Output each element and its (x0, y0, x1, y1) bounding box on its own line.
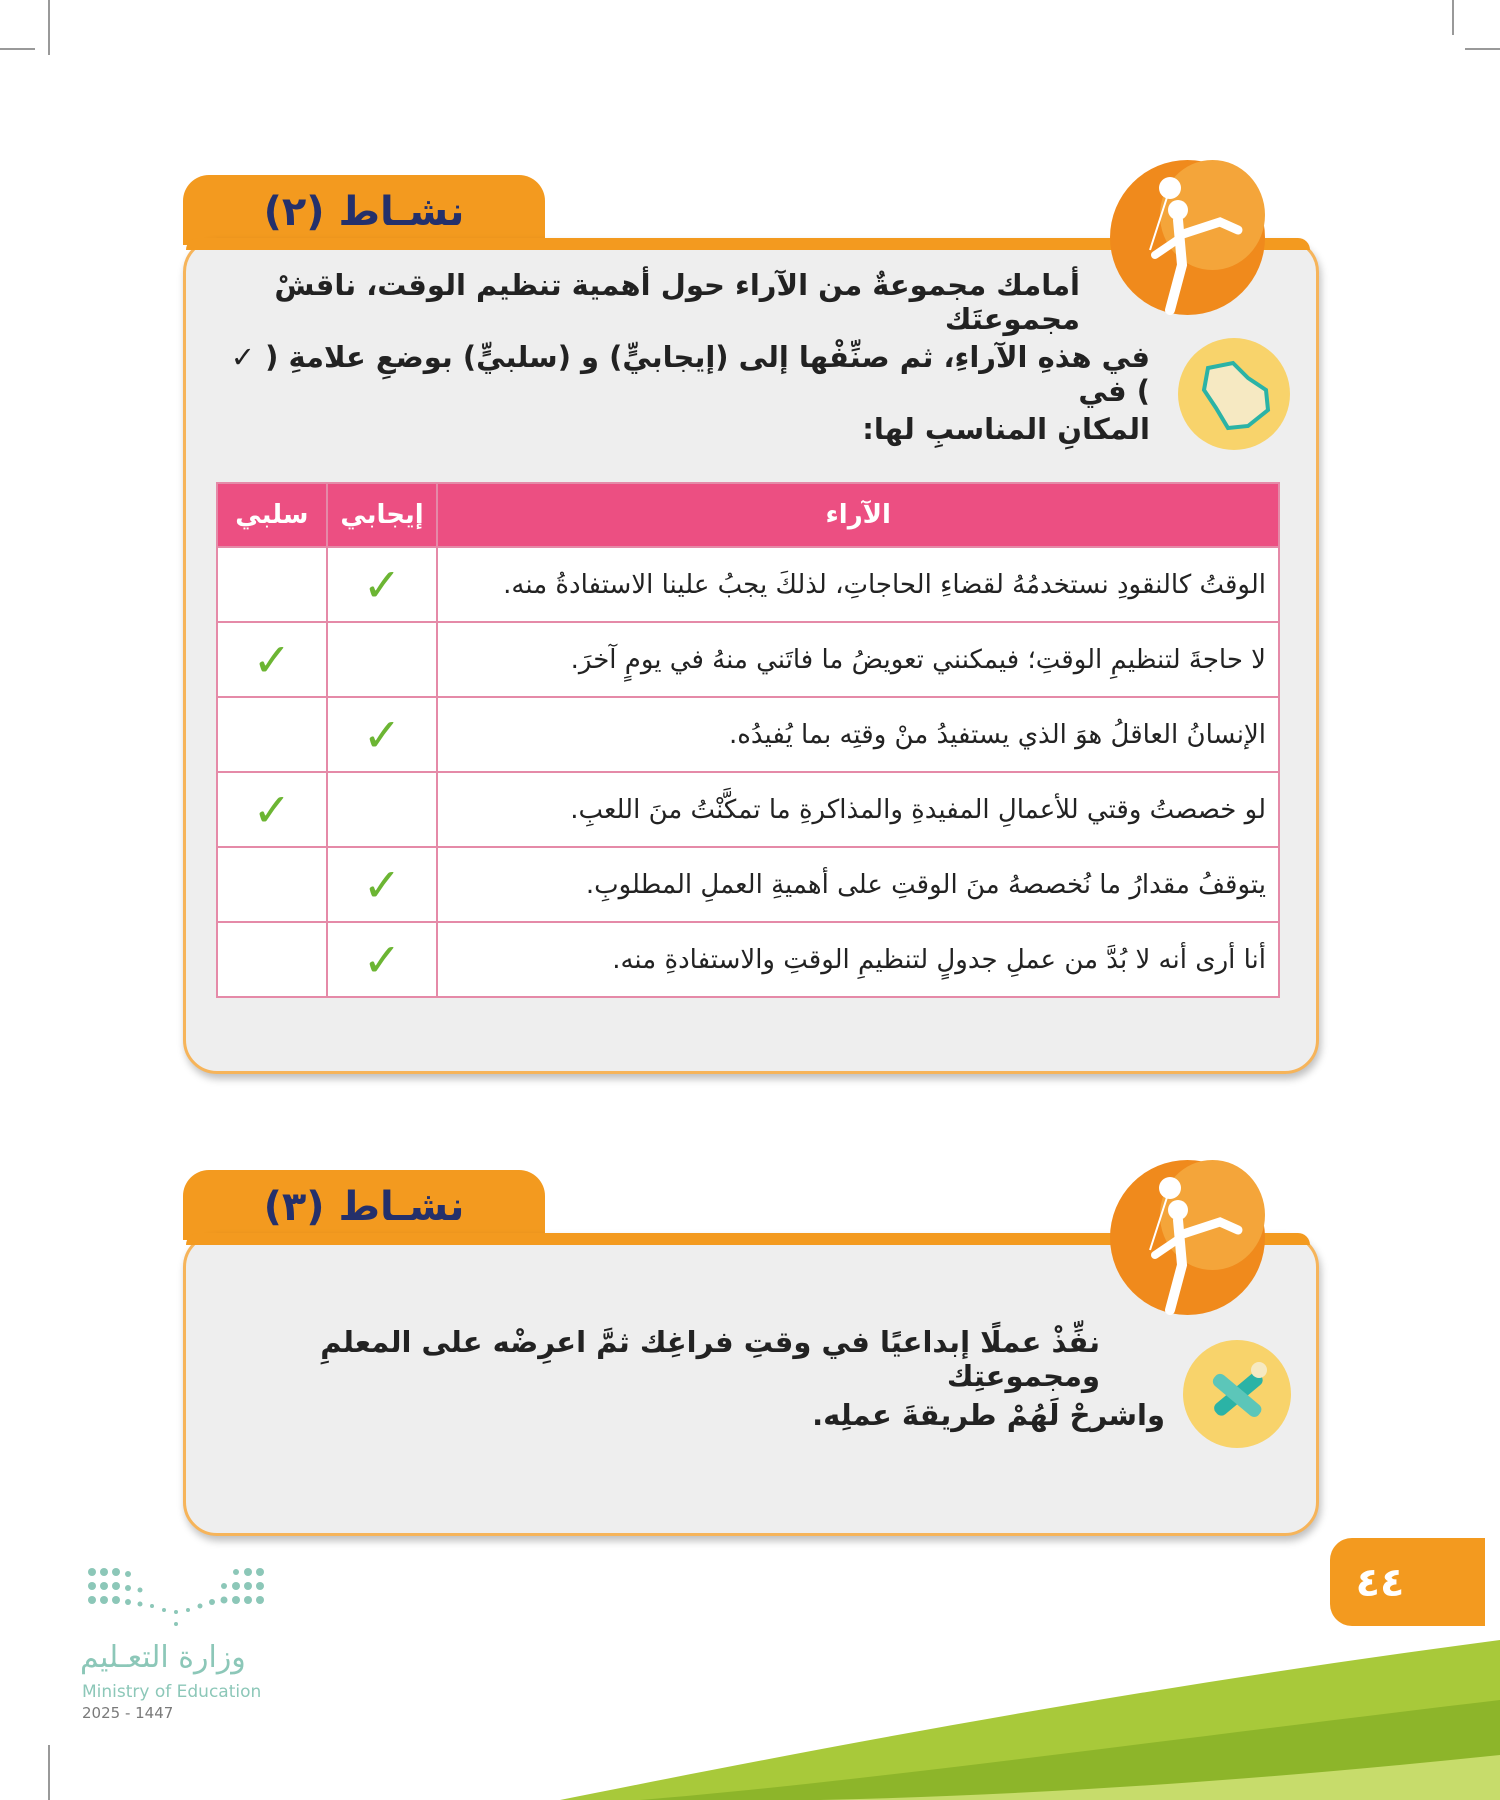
negative-cell[interactable] (217, 847, 327, 922)
activity2-instruction-line1: أمامك مجموعةٌ من الآراء حول أهمية تنظيم الوقت، ناقشْ مجموعتَك (274, 268, 1080, 336)
activity3-title: نشـاط (٣) (263, 1184, 465, 1230)
child-with-balloon-icon (1110, 1160, 1265, 1315)
header-opinions: الآراء (437, 483, 1279, 547)
crop-mark (48, 0, 50, 55)
table-row (217, 922, 1279, 997)
opinion-cell: يتوقفُ مقدارُ ما نُخصصهُ منَ الوقتِ على أهميةِ العملِ المطلوبِ. (437, 847, 1279, 922)
negative-cell[interactable] (217, 622, 327, 697)
activity3-instruction-line2: واشرحْ لَهُمْ طريقةَ عملِه. (812, 1398, 1165, 1432)
negative-cell[interactable] (217, 697, 327, 772)
opinion-cell: الوقتُ كالنقودِ نستخدمُهُ لقضاءِ الحاجاتِ، لذلكَ يجبُ علينا الاستفادةُ منه. (437, 547, 1279, 622)
activity3-tab (183, 1170, 545, 1240)
crop-mark (1465, 48, 1500, 50)
crop-mark (48, 1745, 50, 1800)
check-mark-icon: ✓ (252, 782, 292, 837)
table-header-row (217, 483, 1279, 547)
ministry-name-en: Ministry of Education (82, 1682, 262, 1702)
positive-cell[interactable] (327, 847, 438, 922)
positive-cell[interactable] (327, 922, 438, 997)
opinion-cell: لو خصصتُ وقتي للأعمالِ المفيدةِ والمذاكرةِ ما تمكَّنْتُ منَ اللعبِ. (437, 772, 1279, 847)
ministry-year: 2025 - 1447 (82, 1704, 174, 1722)
child-with-balloon-icon (1110, 160, 1265, 315)
negative-cell[interactable] (217, 547, 327, 622)
table-row (217, 697, 1279, 772)
table-row (217, 622, 1279, 697)
opinion-cell: أنا أرى أنه لا بُدَّ من عملِ جدولٍ لتنظيمِ الوقتِ والاستفادةِ منه. (437, 922, 1279, 997)
check-mark-icon: ✓ (252, 632, 292, 687)
opinion-cell: الإنسانُ العاقلُ هوَ الذي يستفيدُ منْ وقتِه بما يُفيدُه. (437, 697, 1279, 772)
page-number: ٤٤ (1355, 1560, 1405, 1606)
activity2-instruction-line2: في هذهِ الآراءِ، ثم صنِّفْها إلى (إيجابيٍّ) و (سلبيٍّ) بوضعِ علامةِ ( ✓ ) في (230, 340, 1150, 408)
opinion-cell: لا حاجةَ لتنظيمِ الوقتِ؛ فيمكنني تعويضُ ما فاتَني منهُ في يومٍ آخرَ. (437, 622, 1279, 697)
ministry-name-ar: وزارة التعـليم (80, 1640, 246, 1675)
pencil-brush-icon (1183, 1340, 1291, 1448)
activity2-title: نشـاط (٢) (263, 189, 465, 235)
activity2-instruction-line3: المكانِ المناسبِ لها: (862, 412, 1150, 446)
activity2-tab (183, 175, 545, 245)
table-row (217, 772, 1279, 847)
check-mark-icon: ✓ (362, 707, 402, 762)
check-mark-icon: ✓ (362, 932, 402, 987)
saudi-map-icon (1178, 338, 1290, 450)
crop-mark (1452, 0, 1454, 35)
check-mark-icon: ✓ (362, 857, 402, 912)
positive-cell[interactable] (327, 622, 438, 697)
positive-cell[interactable] (327, 772, 438, 847)
crop-mark (0, 48, 35, 50)
table-row (217, 847, 1279, 922)
activity3-instruction-line1: نفِّذْ عملًا إبداعيًا في وقتِ فراغِك ثمَّ اعرِضْه على المعلمِ ومجموعتِك (320, 1325, 1100, 1393)
negative-cell[interactable] (217, 922, 327, 997)
positive-cell[interactable] (327, 547, 438, 622)
opinions-table (216, 482, 1280, 998)
header-positive: إيجابي (327, 483, 438, 547)
table-row (217, 547, 1279, 622)
header-negative: سلبي (217, 483, 327, 547)
decorative-hills (560, 1630, 1500, 1800)
check-mark-icon: ✓ (362, 557, 402, 612)
negative-cell[interactable] (217, 772, 327, 847)
ministry-dots-logo (82, 1562, 272, 1630)
positive-cell[interactable] (327, 697, 438, 772)
